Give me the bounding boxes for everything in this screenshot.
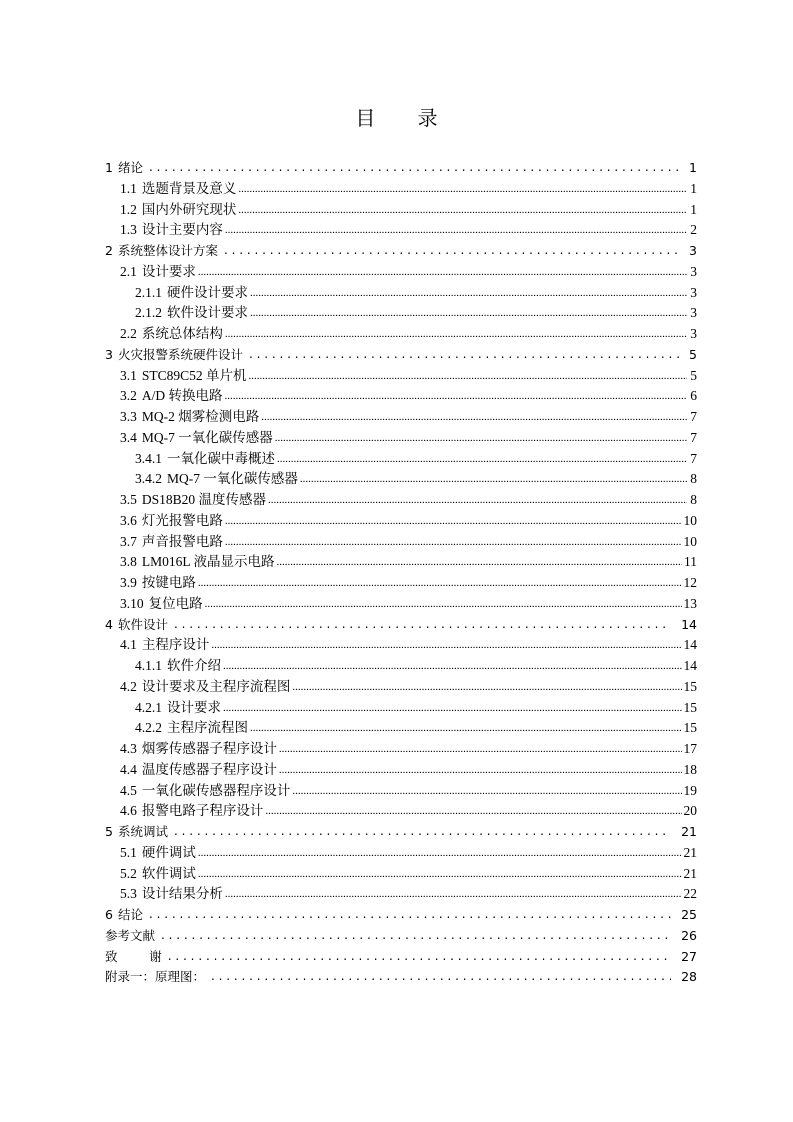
toc-entry[interactable]: [105, 552, 697, 573]
toc-entry-page-number: 21: [681, 824, 697, 839]
toc-entry-page-number: 19: [683, 782, 697, 798]
toc-entry-number: 3.7: [120, 533, 137, 549]
toc-entry-number: 3.4.2: [135, 471, 162, 487]
dot-leader: [198, 573, 682, 594]
dot-leader: [275, 428, 687, 449]
toc-entry[interactable]: [105, 760, 697, 781]
toc-entry-number: 1: [105, 160, 113, 175]
toc-entry-title: 温度传感器子程序设计: [141, 761, 277, 777]
toc-entry-title: 致 谢: [105, 948, 162, 964]
dot-leader: [277, 552, 683, 573]
toc-entry[interactable]: [105, 594, 697, 615]
dot-leader: [211, 967, 671, 987]
toc-entry-title: 设计要求: [167, 699, 221, 715]
dot-leader: [292, 677, 681, 698]
toc-entry-page-number: 10: [683, 512, 697, 528]
toc-entry-page-number: 13: [683, 595, 697, 611]
toc-entry[interactable]: [105, 573, 697, 594]
toc-entry-title: 参考文献: [105, 927, 156, 943]
toc-entry-page-number: 5: [690, 367, 697, 383]
toc-entry-page-number: 1: [690, 180, 697, 196]
dot-leader: [198, 843, 682, 864]
toc-entry[interactable]: [105, 511, 697, 532]
toc-entry-number: 4.3: [120, 741, 137, 756]
toc-entry-page-number: 17: [683, 741, 697, 756]
toc-entry[interactable]: [105, 864, 697, 885]
dot-leader: [225, 511, 682, 532]
toc-entry-page-number: 15: [683, 720, 697, 736]
toc-entry[interactable]: [105, 926, 697, 947]
toc-entry[interactable]: [105, 698, 697, 719]
toc-entry-title: 按键电路: [141, 575, 196, 590]
toc-entry[interactable]: [105, 718, 697, 739]
toc-entry-number: 1.2: [120, 201, 137, 217]
toc-entry-number: 4: [105, 616, 113, 632]
dot-leader: [205, 594, 682, 615]
page-title: 目 录: [355, 106, 456, 130]
toc-entry-title: 设计要求: [141, 263, 196, 279]
dot-leader: [268, 490, 687, 511]
toc-entry-number: 4.1.1: [135, 658, 162, 673]
toc-entry-page-number: 7: [690, 450, 697, 466]
toc-entry-page-number: 26: [681, 927, 697, 943]
toc-entry-title: 国内外研究现状: [141, 201, 237, 217]
toc-entry-title: 报警电路子程序设计: [141, 803, 264, 819]
dot-leader: [238, 200, 687, 221]
toc-entry-title: 设计主要内容: [141, 222, 223, 238]
toc-entry-page-number: 14: [681, 616, 697, 632]
toc-entry-page-number: 11: [684, 554, 697, 570]
toc-entry-page-number: 3: [690, 284, 697, 300]
dot-leader: [277, 449, 687, 470]
dot-leader: [250, 718, 682, 739]
toc-entry[interactable]: [105, 635, 697, 656]
toc-entry-title: 软件调试: [141, 865, 196, 881]
toc-entry-number: 4.1: [120, 637, 137, 653]
toc-entry-number: 5: [105, 824, 113, 839]
dot-leader: [225, 532, 682, 553]
toc-entry-number: 4.4: [120, 761, 137, 777]
toc-entry-title: 设计结果分析: [141, 886, 223, 902]
toc-entry[interactable]: [105, 345, 697, 366]
toc-entry-page-number: 21: [683, 844, 697, 860]
toc-entry-number: 3.6: [120, 512, 137, 528]
toc-entry[interactable]: [105, 884, 697, 905]
toc-entry-title: MQ-7 一氧化碳传感器: [167, 471, 298, 487]
dot-leader: [224, 241, 679, 261]
toc-entry-number: 2.1.2: [135, 305, 162, 321]
toc-entry-title: LM016L 液晶显示电路: [141, 554, 275, 570]
dot-leader: [174, 615, 671, 635]
toc-entry-page-number: 8: [690, 492, 697, 507]
toc-entry-number: 4.2.1: [135, 699, 162, 715]
dot-leader: [225, 386, 688, 407]
toc-entry-title: 火灾报警系统硬件设计: [117, 346, 243, 362]
toc-entry-number: 1.1: [120, 180, 137, 196]
toc-entry-title: MQ-7 一氧化碳传感器: [141, 429, 273, 445]
toc-entry[interactable]: [105, 822, 697, 843]
dot-leader: [225, 324, 687, 345]
dot-leader: [249, 345, 679, 365]
toc-entry-number: 5.2: [120, 865, 137, 881]
toc-entry-number: 4.2.2: [135, 720, 162, 736]
toc-entry-page-number: 5: [689, 346, 697, 362]
toc-entry-page-number: 2: [690, 222, 697, 238]
dot-leader: [250, 283, 687, 304]
toc-entry-page-number: 1: [689, 160, 697, 175]
toc-entry[interactable]: [105, 781, 697, 802]
toc-entry-number: 3.5: [120, 492, 137, 507]
toc-entry-page-number: 12: [683, 575, 697, 590]
toc-entry-title: 烟雾传感器子程序设计: [141, 741, 277, 756]
dot-leader: [265, 801, 681, 822]
toc-entry-title: 设计要求及主程序流程图: [141, 678, 291, 694]
dot-leader: [279, 739, 682, 760]
toc-entry-title: 复位电路: [148, 595, 203, 611]
toc-entry[interactable]: [105, 283, 697, 304]
toc-entry-number: 3.8: [120, 554, 137, 570]
toc-entry-title: 绪论: [117, 160, 143, 175]
toc-entry[interactable]: [105, 241, 697, 262]
toc-entry-title: 硬件调试: [141, 844, 196, 860]
toc-entry-number: 2.1.1: [135, 284, 162, 300]
toc-entry[interactable]: [105, 739, 697, 760]
toc-entry-title: 一氧化碳中毒概述: [167, 450, 275, 466]
dot-leader: [174, 822, 671, 842]
toc-entry-title: 软件设计要求: [167, 305, 248, 321]
toc-entry[interactable]: [105, 469, 697, 490]
toc-entry[interactable]: [105, 428, 697, 449]
toc-entry-number: 4.2: [120, 678, 137, 694]
toc-entry-page-number: 27: [681, 948, 697, 964]
dot-leader: [223, 698, 682, 719]
dot-leader: [279, 760, 682, 781]
toc-entry-page-number: 8: [690, 471, 697, 487]
dot-leader: [249, 366, 687, 387]
toc-entry[interactable]: [105, 967, 697, 988]
toc-entry-page-number: 15: [683, 678, 697, 694]
toc-entry-title: 结论: [117, 907, 143, 922]
toc-entry-number: 3.10: [120, 595, 144, 611]
toc-entry[interactable]: [105, 490, 697, 511]
toc-entry[interactable]: [105, 262, 697, 283]
toc-entry[interactable]: [105, 615, 697, 636]
toc-entry-title: 一氧化碳传感器程序设计: [141, 782, 291, 798]
toc-entry[interactable]: [105, 947, 697, 968]
toc-entry-page-number: 7: [690, 409, 697, 424]
toc-entry[interactable]: [105, 407, 697, 428]
toc-entry-title: 软件设计: [117, 616, 168, 632]
dot-leader: [300, 469, 687, 490]
dot-leader: [149, 158, 679, 178]
toc-entry[interactable]: [105, 801, 697, 822]
toc-entry[interactable]: [105, 677, 697, 698]
toc-entry[interactable]: [105, 324, 697, 345]
toc-entry[interactable]: [105, 200, 697, 221]
toc-entry-number: 2.1: [120, 263, 137, 279]
toc-entry-number: 3.1: [120, 367, 137, 383]
toc-entry-page-number: 7: [690, 429, 697, 445]
dot-leader: [149, 905, 671, 925]
toc-entry-title: 灯光报警电路: [141, 512, 223, 528]
dot-leader: [198, 262, 687, 283]
toc-entry-number: 4.6: [120, 803, 137, 819]
toc-entry-page-number: 3: [689, 243, 697, 258]
toc-entry-number: 3.3: [120, 409, 137, 424]
toc-entry[interactable]: [105, 656, 697, 677]
toc-entry-title: 主程序设计: [141, 637, 210, 653]
toc-entry-page-number: 18: [683, 761, 697, 777]
toc-entry-number: 3: [105, 346, 113, 362]
toc-entry-number: 3.4: [120, 429, 137, 445]
toc-entry[interactable]: [105, 532, 697, 553]
dot-leader: [168, 947, 671, 967]
toc-entry-title: DS18B20 温度传感器: [141, 492, 267, 507]
toc-entry-page-number: 3: [690, 305, 697, 321]
toc-entry-page-number: 14: [683, 658, 697, 673]
toc-entry-page-number: 6: [690, 388, 697, 404]
toc-entry-title: 系统总体结构: [141, 326, 223, 341]
toc-entry-title: 选题背景及意义: [141, 180, 237, 196]
toc-entry-page-number: 15: [683, 699, 697, 715]
dot-leader: [250, 303, 687, 324]
toc-entry-page-number: 10: [683, 533, 697, 549]
toc-entry[interactable]: [105, 449, 697, 470]
toc-entry-page-number: 3: [690, 263, 697, 279]
toc-entry-title: 软件介绍: [167, 658, 221, 673]
dot-leader: [161, 926, 671, 946]
toc-entry-number: 1.3: [120, 222, 137, 238]
toc-entry-number: 2: [105, 243, 113, 258]
dot-leader: [223, 656, 682, 677]
dot-leader: [261, 407, 687, 428]
table-of-contents: [105, 158, 697, 988]
toc-entry-page-number: 22: [683, 886, 697, 902]
toc-entry-number: 6: [105, 907, 113, 922]
toc-entry[interactable]: [105, 905, 697, 926]
toc-entry-title: 声音报警电路: [141, 533, 223, 549]
toc-entry[interactable]: [105, 158, 697, 179]
dot-leader: [238, 179, 687, 200]
toc-entry-page-number: 25: [681, 907, 697, 922]
toc-entry-page-number: 3: [690, 326, 697, 341]
toc-entry-title: 系统调试: [117, 824, 168, 839]
toc-entry-page-number: 21: [683, 865, 697, 881]
dot-leader: [225, 220, 687, 241]
dot-leader: [211, 635, 681, 656]
toc-entry-number: 3.2: [120, 388, 137, 404]
toc-entry-page-number: 1: [690, 201, 697, 217]
toc-entry-title: 附录一：原理图：: [105, 969, 206, 985]
toc-entry-page-number: 28: [681, 969, 697, 985]
toc-entry-title: 主程序流程图: [167, 720, 248, 736]
toc-entry[interactable]: [105, 303, 697, 324]
toc-entry[interactable]: [105, 220, 697, 241]
dot-leader: [198, 864, 682, 885]
toc-entry-number: 2.2: [120, 326, 137, 341]
toc-entry-page-number: 14: [683, 637, 697, 653]
dot-leader: [225, 884, 682, 905]
toc-entry-title: A/D 转换电路: [141, 388, 223, 404]
toc-entry-title: 系统整体设计方案: [117, 243, 218, 258]
toc-entry-title: STC89C52 单片机: [141, 367, 247, 383]
dot-leader: [292, 781, 681, 802]
toc-entry-number: 3.9: [120, 575, 137, 590]
toc-entry-number: 3.4.1: [135, 450, 162, 466]
toc-entry-number: 5.1: [120, 844, 137, 860]
toc-entry-number: 5.3: [120, 886, 137, 902]
toc-entry[interactable]: [105, 843, 697, 864]
toc-entry[interactable]: [105, 366, 697, 387]
toc-entry-page-number: 20: [683, 803, 697, 819]
toc-entry-number: 4.5: [120, 782, 137, 798]
toc-entry-title: 硬件设计要求: [167, 284, 248, 300]
toc-entry[interactable]: [105, 179, 697, 200]
toc-entry[interactable]: [105, 386, 697, 407]
toc-entry-title: MQ-2 烟雾检测电路: [141, 409, 260, 424]
